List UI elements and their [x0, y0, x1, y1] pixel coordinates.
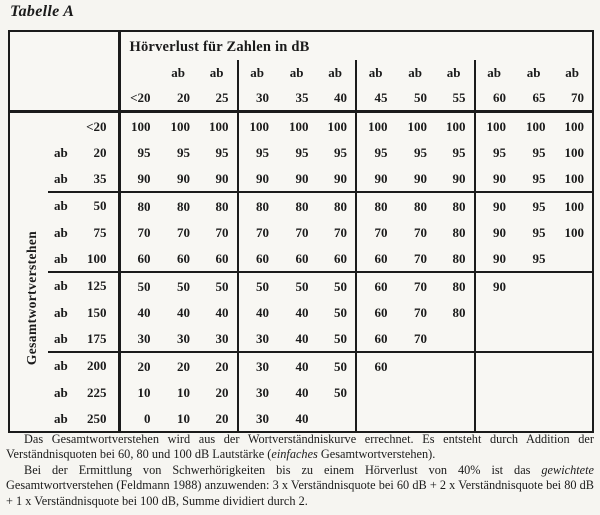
col-header-prefix: ab — [317, 60, 357, 85]
table-cell: 10 — [177, 410, 190, 426]
table-cell: 90 — [396, 165, 436, 192]
row-label-value: 20 — [93, 144, 107, 160]
col-header-value: 60 — [475, 85, 515, 112]
header-title-row — [9, 31, 593, 60]
table-cell: 10 — [177, 384, 190, 400]
row-label — [9, 299, 119, 325]
table-cell — [475, 405, 515, 432]
table-cell: 80 — [435, 219, 475, 245]
table-cell: 80 — [256, 198, 269, 214]
table-cell: 30 — [119, 325, 159, 352]
footnote-text: Gesamtwortverstehen). — [317, 447, 436, 462]
table-cell: 50 — [295, 278, 309, 294]
row-label-prefix: ab — [54, 304, 68, 320]
col-header-value: 30 — [238, 85, 278, 112]
table-cell: 50 — [198, 272, 238, 299]
table-cell: 100 — [554, 165, 594, 192]
table-cell: 90 — [198, 165, 238, 192]
table-cell: 60 — [356, 325, 396, 352]
table-cell: 95 — [198, 139, 238, 165]
footnote-emphasis: gewichtete — [541, 462, 594, 477]
table-cell — [317, 405, 357, 432]
table-cell — [475, 325, 515, 352]
footnote-emphasis: einfaches — [271, 447, 318, 462]
table-cell: 80 — [435, 245, 475, 272]
table-cell: 40 — [295, 410, 309, 426]
table-cell — [514, 379, 554, 405]
table-cell: 60 — [356, 245, 396, 272]
row-label-prefix: ab — [54, 224, 68, 240]
table-cell: 100 — [170, 118, 190, 134]
table-cell: 20 — [198, 379, 238, 405]
col-header-prefix: ab — [565, 65, 580, 80]
table-cell: 100 — [131, 118, 151, 134]
row-label-prefix: ab — [54, 331, 68, 346]
table-cell: 20 — [198, 352, 238, 379]
row-label-prefix: ab — [54, 251, 68, 266]
footnote-paragraph — [6, 463, 594, 509]
table-cell: 70 — [317, 219, 357, 245]
table-cell: 70 — [396, 325, 436, 352]
table-cell: 40 — [137, 304, 151, 320]
table-cell: 0 — [144, 410, 151, 426]
table-cell — [554, 272, 594, 299]
row-label-value: 250 — [87, 410, 107, 426]
row-label-value: 200 — [87, 358, 107, 373]
table-cell: 50 — [256, 278, 269, 294]
table-cell — [435, 325, 475, 352]
table-cell: 70 — [177, 224, 190, 240]
row-label-prefix: ab — [54, 144, 68, 160]
table-title: Tabelle A — [10, 3, 75, 20]
table-cell: 50 — [177, 278, 190, 294]
row-label-value: 175 — [87, 331, 107, 346]
col-header-prefix: ab — [487, 65, 501, 80]
footnote-paragraph — [6, 432, 594, 463]
table-cell: 95 — [435, 139, 475, 165]
table-cell: 100 — [368, 118, 388, 134]
table-cell: 90 — [493, 278, 506, 294]
table-cell: 50 — [317, 379, 357, 405]
table-cell — [396, 352, 436, 379]
table-row — [9, 245, 593, 272]
table-header-title: Hörverlust für Zahlen in dB — [129, 38, 310, 55]
table-cell: 60 — [119, 245, 159, 272]
table-cell: 30 — [198, 325, 238, 352]
table-cell: 100 — [289, 118, 309, 134]
row-label — [9, 245, 119, 272]
data-table — [8, 30, 594, 433]
table-cell: 90 — [493, 224, 506, 240]
table-cell: 20 — [198, 405, 238, 432]
table-cell — [514, 352, 554, 379]
row-label-prefix: ab — [54, 384, 68, 400]
col-header-prefix — [119, 60, 159, 85]
table-cell: 95 — [256, 144, 269, 160]
table-cell: 90 — [475, 165, 515, 192]
row-label-prefix: ab — [54, 410, 68, 426]
row-label-value: 35 — [93, 171, 107, 186]
table-cell: 95 — [493, 144, 506, 160]
table-cell — [514, 272, 554, 299]
row-label — [9, 352, 119, 379]
col-header-prefix: ab — [289, 65, 304, 80]
table-cell: 40 — [277, 325, 317, 352]
table-cell: 90 — [277, 165, 317, 192]
table-cell: 50 — [317, 325, 357, 352]
table-cell: 30 — [256, 384, 269, 400]
table-cell — [475, 379, 515, 405]
row-label-value: 75 — [93, 224, 107, 240]
table-cell: 100 — [407, 118, 427, 134]
table-cell: 70 — [414, 224, 427, 240]
table-cell: 95 — [137, 144, 151, 160]
table-cell — [514, 325, 554, 352]
table-cell: 50 — [317, 352, 357, 379]
table-cell — [554, 379, 594, 405]
row-label — [9, 325, 119, 352]
table-row — [9, 299, 593, 325]
table-cell: 80 — [137, 198, 151, 214]
table-cell: 20 — [177, 358, 190, 374]
table-cell: 70 — [137, 224, 151, 240]
footnote-text: Bei der Ermittlung von Schwerhörigkeiten bis zu einem Hörverlust von 40% ist das — [24, 462, 542, 477]
table-cell: 80 — [435, 192, 475, 219]
table-cell — [475, 299, 515, 325]
row-label-value: 50 — [93, 198, 107, 213]
table-cell: 70 — [198, 219, 238, 245]
row-label-value: <20 — [86, 118, 107, 134]
col-header-prefix: ab — [250, 65, 264, 80]
table-a — [8, 30, 594, 433]
table-cell — [356, 379, 396, 405]
table-cell: 100 — [564, 118, 585, 134]
footnote-text: Das Gesamtwortverstehen wird aus der Wortverständniskurve errechnet. Es entsteht durch Addition der Verständnisquoten bei 60, 80 und 100 dB Lautstärke ( — [6, 432, 594, 462]
table-cell: 100 — [249, 118, 269, 134]
table-cell: 90 — [475, 245, 515, 272]
table-cell — [554, 352, 594, 379]
row-label-value: 125 — [87, 278, 107, 293]
table-cell: 30 — [256, 410, 269, 426]
table-cell: 100 — [435, 112, 475, 140]
table-row — [9, 379, 593, 405]
table-cell: 90 — [317, 165, 357, 192]
table-cell: 80 — [414, 198, 427, 214]
table-cell: 100 — [486, 118, 506, 134]
table-row — [9, 112, 593, 140]
table-cell: 40 — [295, 384, 309, 400]
table-cell: 100 — [317, 112, 357, 140]
table-cell: 60 — [238, 245, 278, 272]
table-cell: 30 — [159, 325, 199, 352]
table-cell: 40 — [295, 358, 309, 374]
table-row — [9, 405, 593, 432]
table-cell: 30 — [256, 358, 269, 374]
table-cell: 80 — [198, 192, 238, 219]
table-cell: 70 — [374, 224, 388, 240]
table-cell: 100 — [564, 198, 585, 214]
col-header-prefix: ab — [198, 60, 238, 85]
col-header-value: 35 — [277, 85, 317, 112]
row-label-prefix: ab — [54, 358, 68, 373]
col-header-prefix: ab — [408, 65, 422, 80]
table-cell — [435, 352, 475, 379]
table-cell: 80 — [435, 299, 475, 325]
table-cell: 100 — [198, 112, 238, 140]
table-cell — [554, 405, 594, 432]
row-label — [9, 219, 119, 245]
table-cell: 100 — [564, 224, 585, 240]
table-cell: 90 — [356, 165, 396, 192]
table-cell: 90 — [119, 165, 159, 192]
footnote-text: Gesamtwortverstehen (Feldmann 1988) anzuwenden: 3 x Verständnisquote bei 60 dB + 2 x Verständnisquote bei 80 dB + 1 x Verständnisquote bei 100 dB, Summe dividiert durch 2. — [6, 478, 594, 508]
table-row — [9, 139, 593, 165]
table-cell: 50 — [317, 299, 357, 325]
table-cell: 90 — [493, 198, 506, 214]
row-label-value: 225 — [87, 384, 107, 400]
col-header-value: <20 — [119, 85, 159, 112]
table-cell — [514, 299, 554, 325]
table-cell: 40 — [295, 304, 309, 320]
col-header-value: 25 — [198, 85, 238, 112]
table-row — [9, 219, 593, 245]
table-row — [9, 325, 593, 352]
table-cell: 95 — [374, 144, 388, 160]
table-cell: 90 — [435, 165, 475, 192]
table-cell: 40 — [256, 304, 269, 320]
table-cell: 30 — [238, 325, 278, 352]
table-cell: 95 — [414, 144, 427, 160]
table-cell: 60 — [374, 278, 388, 294]
table-cell: 60 — [198, 245, 238, 272]
table-cell — [356, 405, 396, 432]
table-cell: 95 — [532, 224, 546, 240]
row-label-prefix: ab — [54, 171, 68, 186]
col-header-value: 65 — [514, 85, 554, 112]
table-cell — [554, 245, 594, 272]
row-label — [9, 112, 119, 140]
col-header-value: 40 — [317, 85, 357, 112]
col-header-value: 70 — [554, 85, 594, 112]
table-row — [9, 272, 593, 299]
table-row — [9, 192, 593, 219]
table-cell: 70 — [256, 224, 269, 240]
table-cell — [554, 299, 594, 325]
table-cell: 90 — [159, 165, 199, 192]
table-cell: 70 — [414, 304, 427, 320]
table-cell — [435, 379, 475, 405]
table-body — [9, 112, 593, 433]
row-label-prefix: ab — [54, 278, 68, 293]
col-header-value: 50 — [396, 85, 436, 112]
col-header-value: 20 — [159, 85, 199, 112]
table-cell — [396, 405, 436, 432]
corner-cell — [9, 31, 119, 112]
table-cell: 95 — [514, 165, 554, 192]
table-cell: 40 — [198, 299, 238, 325]
footnotes — [6, 432, 594, 509]
table-cell: 40 — [177, 304, 190, 320]
table-cell: 80 — [317, 192, 357, 219]
table-cell: 50 — [317, 272, 357, 299]
col-header-prefix: ab — [435, 60, 475, 85]
table-cell: 70 — [396, 245, 436, 272]
table-row — [9, 352, 593, 379]
table-cell: 80 — [374, 198, 388, 214]
table-cell: 60 — [317, 245, 357, 272]
table-cell: 70 — [295, 224, 309, 240]
table-cell: 20 — [137, 358, 151, 374]
row-label — [9, 379, 119, 405]
table-cell — [475, 352, 515, 379]
table-cell: 100 — [526, 118, 546, 134]
col-header-prefix: ab — [368, 65, 383, 80]
table-cell: 60 — [159, 245, 199, 272]
table-cell: 80 — [435, 272, 475, 299]
row-label — [9, 192, 119, 219]
row-label — [9, 139, 119, 165]
row-label — [9, 405, 119, 432]
table-cell — [514, 405, 554, 432]
table-cell: 95 — [532, 198, 546, 214]
row-label — [9, 272, 119, 299]
row-label-value: 150 — [87, 304, 107, 320]
row-axis-label: Gesamtwortverstehen — [24, 230, 39, 366]
table-cell — [435, 405, 475, 432]
col-header-value: 55 — [435, 85, 475, 112]
table-cell: 80 — [177, 198, 190, 214]
table-cell: 90 — [238, 165, 278, 192]
table-row — [9, 165, 593, 192]
table-cell: 60 — [374, 358, 388, 374]
table-cell: 60 — [374, 304, 388, 320]
table-cell: 80 — [295, 198, 309, 214]
row-label-prefix: ab — [54, 198, 68, 213]
table-cell: 95 — [514, 245, 554, 272]
row-label-value: 100 — [87, 251, 107, 266]
table-cell: 95 — [317, 139, 357, 165]
table-cell: 10 — [137, 384, 151, 400]
table-cell: 95 — [532, 144, 546, 160]
table-cell: 95 — [295, 144, 309, 160]
table-cell: 60 — [277, 245, 317, 272]
col-header-prefix: ab — [526, 65, 541, 80]
table-cell — [396, 379, 436, 405]
row-label — [9, 165, 119, 192]
col-header-prefix: ab — [171, 65, 185, 80]
table-cell: 50 — [137, 278, 151, 294]
col-header-value: 45 — [356, 85, 396, 112]
table-cell — [554, 325, 594, 352]
table-cell: 95 — [177, 144, 190, 160]
table-cell: 100 — [564, 144, 585, 160]
table-cell: 70 — [414, 278, 427, 294]
